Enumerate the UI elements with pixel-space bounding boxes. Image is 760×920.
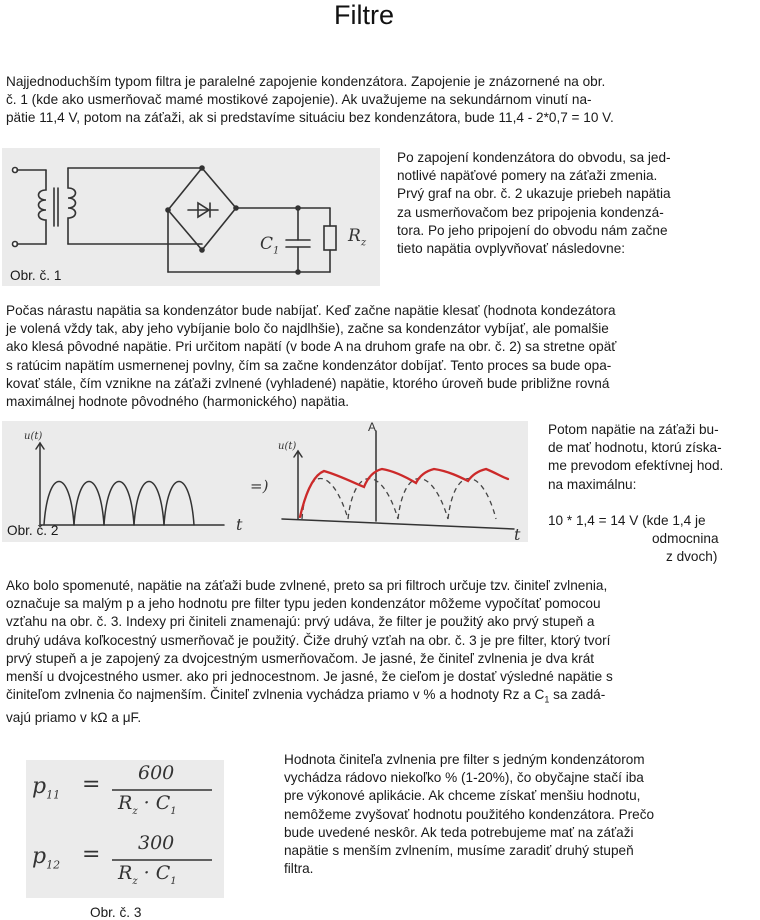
arrow-symbol: =)	[250, 477, 269, 495]
figure-3-caption: Obr. č. 3	[90, 905, 142, 920]
text-line: menší u dvojcestného usmer. ako pri jednocestnom. Je jasné, že cieľom je dostať výsledné napätie s	[6, 669, 613, 685]
resistor	[324, 226, 336, 250]
text-line: kovať stále, čím vznikne na záťaži zvlnené (vyhladené) napätie, ktorého úroveň bude približne rovná	[6, 375, 610, 391]
axis-label-u1: u(t)	[24, 431, 43, 442]
circuit-diagram	[2, 148, 380, 286]
formula-line: 10 * 1,4 = 14 V (kde 1,4 je	[548, 512, 706, 528]
p12-denominator: $R_z \cdot C_1$	[118, 862, 177, 887]
text-line: Najjednoduchším typom filtra je paralelné zapojenie kondenzátora. Zapojenie je znázornené na obr.	[6, 74, 606, 89]
text-line: tieto napätia ovplyvňovať následovne:	[397, 241, 626, 257]
text-line: Potom napätie na záťaži bu-	[548, 422, 719, 437]
figure-1-circuit	[2, 148, 380, 286]
text-line: vychádza rádovo niekoľko % (1-20%), čo obyčajne stačí iba	[284, 770, 644, 786]
text-line: filtra.	[284, 861, 314, 877]
page-title: Filtre	[334, 0, 394, 30]
text-line: bude uvedené neskôr. Ak teda potrebujeme mať na záťaži	[284, 824, 634, 840]
figure-1-caption: Obr. č. 1	[10, 268, 62, 283]
paragraph-charging	[6, 302, 756, 411]
text-line: notlivé napäťové pomery na záťaži zmenia.	[397, 168, 658, 184]
formula-line: z dvoch)	[666, 549, 718, 565]
axis-label-u2: u(t)	[278, 441, 297, 452]
figure-2-caption: Obr. č. 2	[7, 523, 59, 538]
text-line: za usmerňovačom bez pripojenia kondenzá-	[397, 204, 664, 220]
formula-line: odmocnina	[652, 531, 719, 547]
half-wave	[134, 482, 164, 526]
equals-sign: =	[82, 842, 101, 867]
secondary-coil	[68, 168, 76, 244]
smoothed-voltage-curve	[300, 469, 508, 517]
primary-coil	[39, 170, 47, 244]
text-line: de mať hodnotu, ktorú získa-	[548, 440, 722, 456]
text-line: Po zapojení kondenzátora do obvodu, sa jed-	[397, 150, 671, 165]
text-line: Prvý graf na obr. č. 2 ukazuje priebeh napätia	[397, 186, 671, 202]
text-line: je volená vždy tak, aby jeho vybíjanie bolo čo najdlhšie), začne sa kondenzátor vybíjať, ale pomalšie	[6, 321, 609, 337]
half-wave	[44, 482, 74, 526]
text-line: tora. Po jeho pripojení do obvodu nám začne	[397, 222, 668, 238]
resistor-label: $R_z$	[348, 226, 367, 249]
p12-numerator: 300	[138, 832, 175, 854]
text-line: Hodnota činiteľa zvlnenia pre filter s jedným kondenzátorom	[284, 752, 645, 767]
text-line: na maximálnu:	[548, 476, 637, 492]
figure-3-formulas	[26, 760, 224, 898]
figure-2-waveforms	[2, 421, 528, 542]
figure-1-description	[397, 149, 757, 258]
text-line: s ratúcim napätím usmernenej povlny, čím sa začne kondenzátor dobíjať. Tento proces sa bude opa-	[6, 357, 612, 373]
axis-label-t2: t	[514, 525, 521, 544]
text-line: prvý stupeň a je zapojený za dvojcestným usmerňovačom. Je jasné, že činiteľ zvlnenia je dva krát	[6, 650, 595, 666]
text-line: Počas nárastu napätia sa kondenzátor bude nabíjať. Keď začne napätie klesať (hodnota kondezátora	[6, 303, 616, 318]
text-line: č. 1 (kde ako usmerňovač mamé mostikové zapojenie). Ak uvažujeme na sekundárnom vinutí na-	[6, 92, 592, 108]
paragraph-ripple-factor	[6, 577, 758, 727]
text-line: označuje sa malým p a jeho hodnotu pre filter typu jeden kondenzátor môžeme vypočítať pomocou	[6, 596, 601, 612]
point-a-label: A	[368, 420, 377, 434]
capacitor-label: $C_1$	[260, 234, 280, 257]
text-line: druhý udáva koľkocestný usmerňovač je použitý. Čiže druhý vzťah na obr. č. 3 je pre filter, ktorý tvorí	[6, 632, 611, 648]
text-line: pätie 11,4 V, potom na záťaži, ak si predstavíme situáciu bez kondenzátora, bude 11,4 - 2*0,7 = 10 V.	[6, 110, 614, 126]
figure-3-description	[284, 751, 756, 878]
p11-numerator: 600	[138, 762, 175, 784]
text-line: Ako bolo spomenuté, napätie na záťaži bude zvlnené, preto sa pri filtroch určuje tzv. činiteľ zvlnenia,	[6, 578, 608, 593]
p12-symbol: $p_{12}$	[32, 844, 61, 872]
half-wave	[104, 482, 134, 526]
half-wave	[164, 482, 194, 526]
p11-denominator: $R_z \cdot C_1$	[118, 792, 177, 817]
text-line: pre výkonové aplikácie. Ak chceme získať menšiu hodnotu,	[284, 788, 641, 804]
half-wave	[74, 482, 104, 526]
figure-2-description	[548, 421, 758, 566]
text-line: činiteľom zvlnenia čo najmenším. Činiteľ zvlnenia vychádza priamo v % a hodnoty Rz a $C_1$ sa zadá-	[6, 687, 606, 705]
text-line: vzťahu na obr. č. 3. Indexy pri činiteli znamenajú: prvý udáva, že filter je použitý ako prvý stupeň a	[6, 614, 595, 630]
text-line	[548, 494, 758, 512]
intro-paragraph	[6, 73, 756, 128]
text-line: nemôžeme zvyšovať hodnotu použitého kondenzátora. Prečo	[284, 806, 655, 822]
text-line: maximálnej hodnote pôvodného (harmonického) napätia.	[6, 394, 350, 410]
text-line: napätie s menším zvlnením, musíme zaradiť druhý stupeň	[284, 843, 634, 859]
text-line: me prevodom efektívnej hod.	[548, 458, 724, 474]
text-line: vajú priamo v kΩ a μF.	[6, 710, 142, 726]
text-line: ako klesá pôvodné napätie. Pri určitom napätí (v bode A na druhom grafe na obr. č. 2) sa stretne opäť	[6, 339, 617, 355]
bridge-rectifier	[168, 168, 236, 250]
p11-symbol: $p_{11}$	[32, 774, 61, 802]
axis-label-t1: t	[236, 515, 243, 534]
equals-sign: =	[82, 772, 101, 797]
